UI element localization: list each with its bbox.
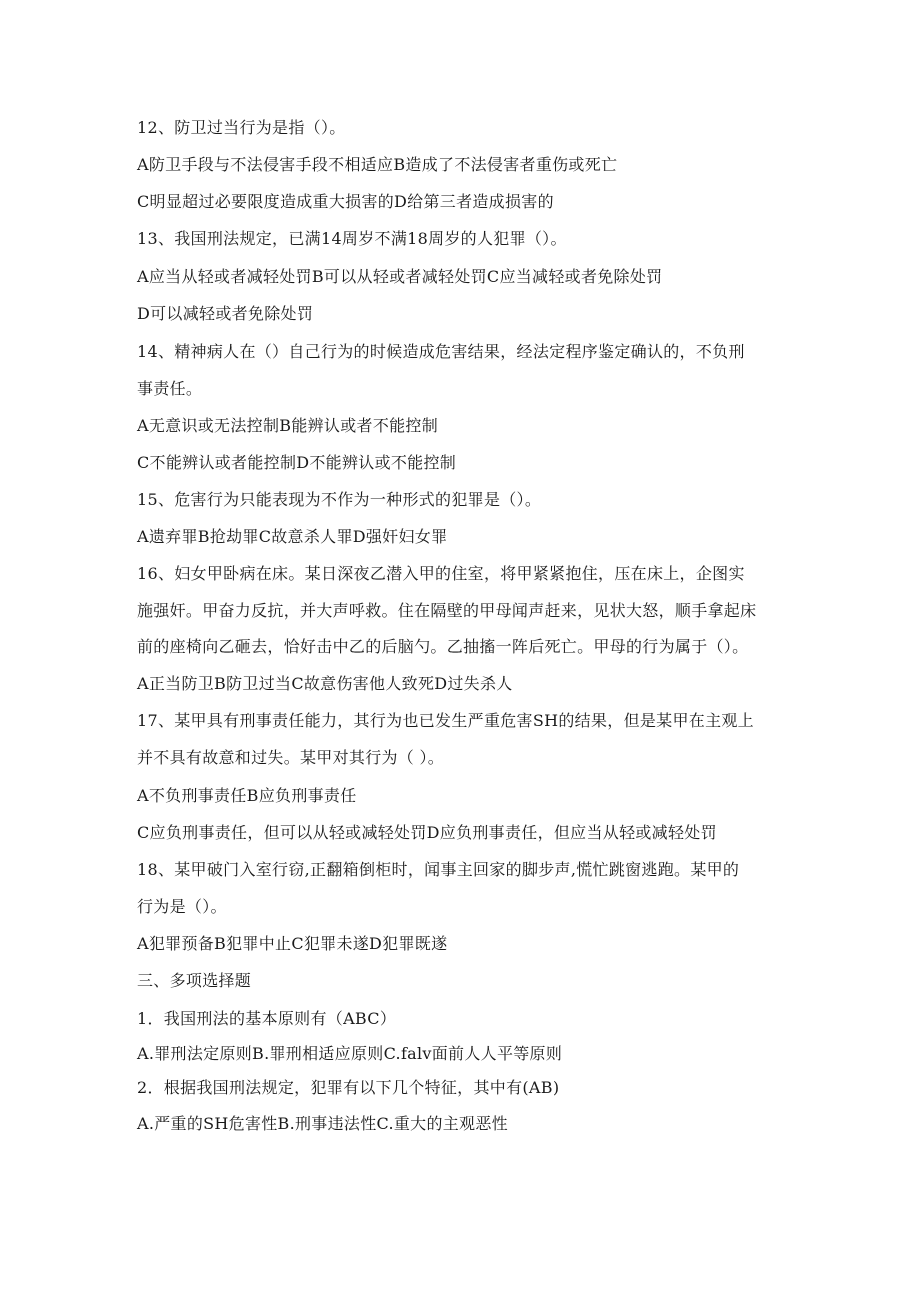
q12-options-ab: A防卫手段与不法侵害手段不相适应B造成了不法侵害者重伤或死亡 [137, 155, 618, 174]
q14-options-cd: C不能辨认或者能控制D不能辨认或不能控制 [137, 453, 457, 472]
mc1-question: 1．我国刑法的基本原则有（ABC） [137, 1009, 397, 1028]
q13-options-abc: A应当从轻或者减轻处罚B可以从轻或者减轻处罚C应当减轻或者免除处罚 [137, 267, 663, 286]
q15-question: 15、危害行为只能表现为不作为一种形式的犯罪是（）。 [137, 490, 542, 509]
mc1-options: A.罪刑法定原则B.罪刑相适应原则C.falv面前人人平等原则 [137, 1044, 563, 1063]
q17-options-ab: A不负刑事责任B应负刑事责任 [137, 786, 357, 805]
q17-question-line-1: 17、某甲具有刑事责任能力，其行为也已发生严重危害SH的结果，但是某甲在主观上 [137, 711, 754, 730]
q12-options-cd: C明显超过必要限度造成重大损害的D给第三者造成损害的 [137, 192, 554, 211]
q18-question-line-1: 18、某甲破门入室行窃,正翻箱倒柜时，闻事主回家的脚步声,慌忙跳窗逃跑。某甲的 [137, 860, 740, 879]
q14-options-ab: A无意识或无法控制B能辨认或者不能控制 [137, 416, 439, 435]
q13-question: 13、我国刑法规定，已满14周岁不满18周岁的人犯罪（）。 [137, 229, 567, 248]
q17-question-line-2: 并不具有故意和过失。某甲对其行为（ ）。 [137, 748, 445, 767]
q13-option-d: D可以减轻或者免除处罚 [137, 304, 314, 323]
q18-options: A犯罪预备B犯罪中止C犯罪未遂D犯罪既遂 [137, 934, 448, 953]
q12-question: 12、防卫过当行为是指（）。 [137, 118, 346, 137]
q18-question-line-2: 行为是（）。 [137, 897, 227, 916]
section-heading-multiple-choice: 三、多项选择题 [137, 971, 252, 990]
mc2-question: 2．根据我国刑法规定，犯罪有以下几个特征，其中有(AB) [137, 1078, 560, 1097]
q14-question-line-1: 14、精神病人在（）自己行为的时候造成危害结果，经法定程序鉴定确认的，不负刑 [137, 342, 745, 361]
mc2-options: A.严重的SH危害性B.刑事违法性C.重大的主观恶性 [137, 1114, 508, 1133]
q17-options-cd: C应负刑事责任，但可以从轻或减轻处罚D应负刑事责任，但应当从轻或减轻处罚 [137, 823, 717, 842]
q14-question-line-2: 事责任。 [137, 379, 203, 398]
q16-question-line-1: 16、妇女甲卧病在床。某日深夜乙潜入甲的住室，将甲紧紧抱住，压在床上，企图实 [137, 564, 745, 583]
q16-question-line-3: 前的座椅向乙砸去，恰好击中乙的后脑勺。乙抽搐一阵后死亡。甲母的行为属于（）。 [137, 637, 749, 656]
q16-question-line-2: 施强奸。甲奋力反抗，并大声呼救。住在隔壁的甲母闻声赶来，见状大怒，顺手拿起床 [137, 601, 757, 620]
q15-options: A遗弃罪B抢劫罪C故意杀人罪D强奸妇女罪 [137, 527, 448, 546]
q16-options: A正当防卫B防卫过当C故意伤害他人致死D过失杀人 [137, 674, 513, 693]
